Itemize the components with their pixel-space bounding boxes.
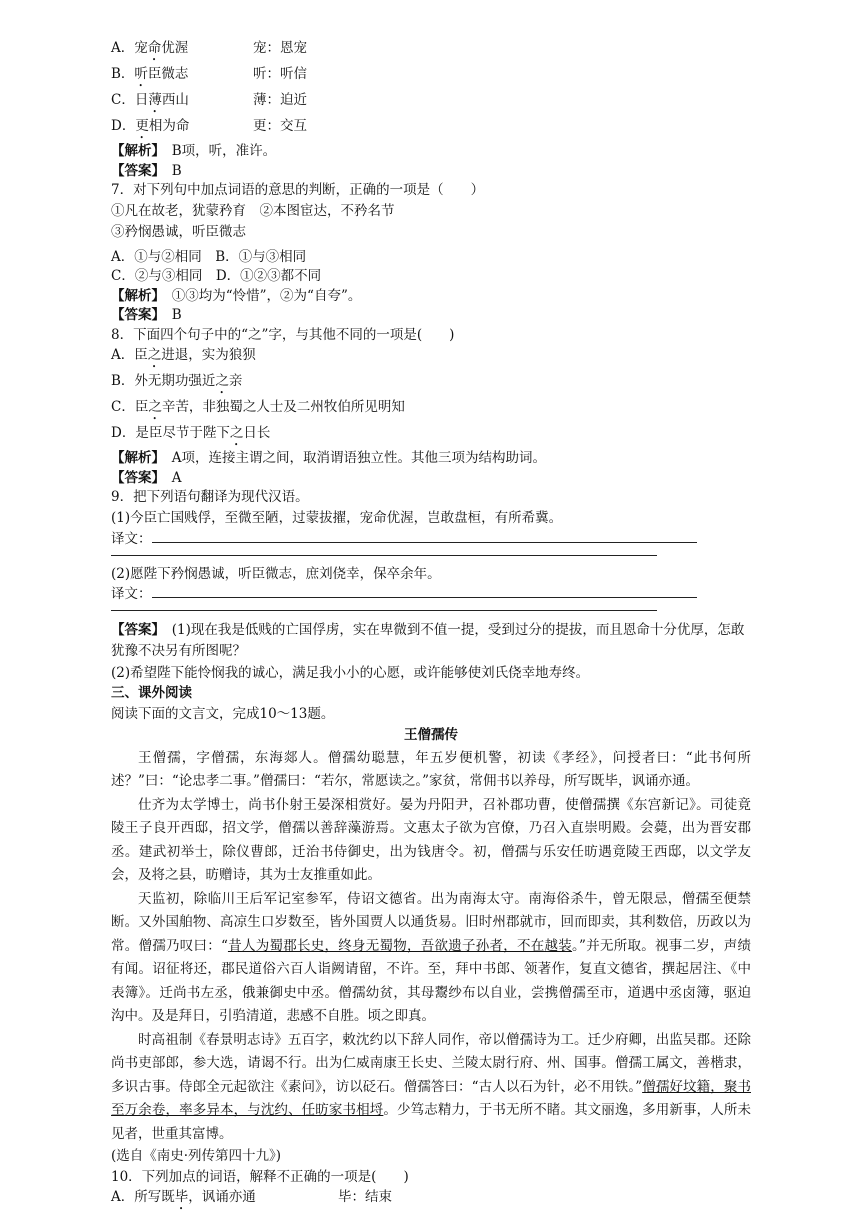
q7-answer: 【答案】 B [111,307,182,323]
q7-sentence-1: ①凡在故老，犹蒙矜育 ②本图宦达，不矜名节 [111,202,395,219]
q9-stem: 9．把下列语句翻译为现代汉语。 [111,489,309,505]
underlined-sentence-2: 僧孺好坟籍，聚书至万余卷，率多异本，与沈约、任昉家书相埒 [111,1078,751,1118]
passage-paragraph-4: 时高祖制《春景明志诗》五百字，敕沈约以下辞人同作，帝以僧孺诗为工。迁少府卿，出监吴郡。还除尚书吏部郎，参大选，请谒不行。出为仁威南康王长史、兰陵太尉行府、州、国事。僧孺工属文，善楷隶，多识古事。侍郎全元起欲注《素问》，访以砭石。僧孺答曰：“古人以石为针，必不用铁。”僧孺好坟籍，聚书至万余卷，率多异本，与沈约、任昉家书相埒。少笃志精力，于书无所不睹。其文丽逸，多用新事，人所未见者，世重其富博。 [111,1031,751,1142]
q7-options-ab: A．①与②相同 B．①与③相同 [111,248,307,265]
section-heading: 三、课外阅读 [111,685,192,701]
q9-translation-blank-2 [111,609,657,611]
q9-translation-line-1: 译文： [111,529,751,550]
q8-analysis: 【解析】 A项，连接主谓之间，取消谓语独立性。其他三项为结构助词。 [111,450,546,466]
q7-sentence-2: ③矜悯愚诚，听臣微志 [111,224,246,240]
q6-option-c: C．日薄西山 薄：迫近 [111,92,307,108]
q9-sentence-2: (2)愿陛下矜悯愚诚，听臣微志，庶刘侥幸，保卒余年。 [111,565,441,582]
q7-options-cd: C．②与③相同 D．①②③都不同 [111,268,322,284]
q6-option-d: D．更相为命 更：交互 [111,118,307,134]
q8-stem: 8．下面四个句子中的“之”字，与其他不同的一项是( ) [111,326,455,343]
passage-source: (选自《南史·列传第四十九》) [111,1148,282,1164]
q9-translation-blank [111,554,657,556]
q6-analysis: 【解析】 B项，听，准许。 [111,143,277,159]
q8-answer: 【答案】 A [111,469,182,486]
q6-option-b: B．听臣微志 听：听信 [111,66,307,82]
q10-stem: 10．下列加点的词语，解释不正确的一项是( ) [111,1168,409,1185]
q9-answer-2: (2)希望陛下能怜悯我的诚心，满足我小小的心愿，或许能够使刘氏侥幸地寿终。 [111,664,590,681]
q6-option-a: A．宠命优渥 宠：恩宠 [111,40,307,56]
section-intro: 阅读下面的文言文，完成10～13题。 [111,705,335,722]
q10-option-a: A．所写既毕，讽诵亦通 毕：结束 [111,1189,392,1205]
passage-paragraph-1: 王僧孺，字僧孺，东海郯人。僧孺幼聪慧，年五岁便机警，初读《孝经》，问授者曰：“此书何所述？”曰：“论忠孝二事。”僧孺曰：“若尔，常愿读之。”家贫，常佣书以养母，所写既毕，讽诵亦通。 [111,749,751,789]
q8-option-a: A．臣之进退，实为狼狈 [111,347,256,363]
passage-paragraph-3: 天监初，除临川王后军记室参军，侍诏文德省。出为南海太守。南海俗杀牛，曾无限忌，僧孺至便禁断。又外国舶物、高凉生口岁数至，皆外国贾人以通货易。旧时州郡就市，回而即卖，其利数倍，历政以为常。僧孺乃叹曰：“昔人为蜀郡长史，终身无蜀物，吾欲遗子孙者，不在越装。”并无所取。视事二岁，声绩有闻。诏征将还，郡民道俗六百人诣阙请留，不许。至，拜中书郎、领著作，复直文德省，撰起居注、《中表簿》。迁尚书左丞，俄兼御史中丞。僧孺幼贫，其母鬻纱布以自业，尝携僧孺至市，道遇中丞卤簿，驱迫沟中。及是拜日，引驺清道，悲感不自胜。顷之即真。 [111,890,752,1024]
underlined-sentence-1: 昔人为蜀郡长史，终身无蜀物，吾欲遗子孙者，不在越装 [227,937,573,954]
q9-sentence-1: (1)今臣亡国贱俘，至微至陋，过蒙拔擢，宠命优渥，岂敢盘桓，有所希冀。 [111,509,563,526]
q7-analysis: 【解析】 ①③均为“怜惜”，②为“自夸”。 [111,287,362,304]
q8-option-c: C．臣之辛苦，非独蜀之人士及二州牧伯所见明知 [111,399,405,415]
q9-translation-line-2: 译文： [111,584,751,605]
q6-answer: 【答案】 B [111,162,182,179]
q7-stem: 7．对下列句中加点词语的意思的判断，正确的一项是（ ） [111,182,485,198]
passage-paragraph-2: 仕齐为太学博士，尚书仆射王晏深相赏好。晏为丹阳尹，召补郡功曹，使僧孺撰《东宫新记》。司徒竟陵王子良开西邸，招文学，僧孺以善辞藻游焉。文惠太子欲为宫僚，乃召入直崇明殿。会薨，出为晋安郡丞。建武初举士，除仪曹郎，迁治书侍御史，出为钱唐令。初，僧孺与乐安任昉遇竟陵王西邸，以文学友会，及将之县，昉赠诗，其为士友推重如此。 [111,796,751,883]
document-page [111,38,751,1213]
q8-option-d: D．是臣尽节于陛下之日长 [111,425,271,441]
passage-title: 王僧孺传 [404,727,458,743]
q9-answer-1: 【答案】 (1)现在我是低贱的亡国俘虏，实在卑微到不值一提，受到过分的提拔，而且恩命十分优厚，怎敢犹豫不决另有所图呢？ [111,621,745,659]
q8-option-b: B．外无期功强近之亲 [111,373,243,389]
